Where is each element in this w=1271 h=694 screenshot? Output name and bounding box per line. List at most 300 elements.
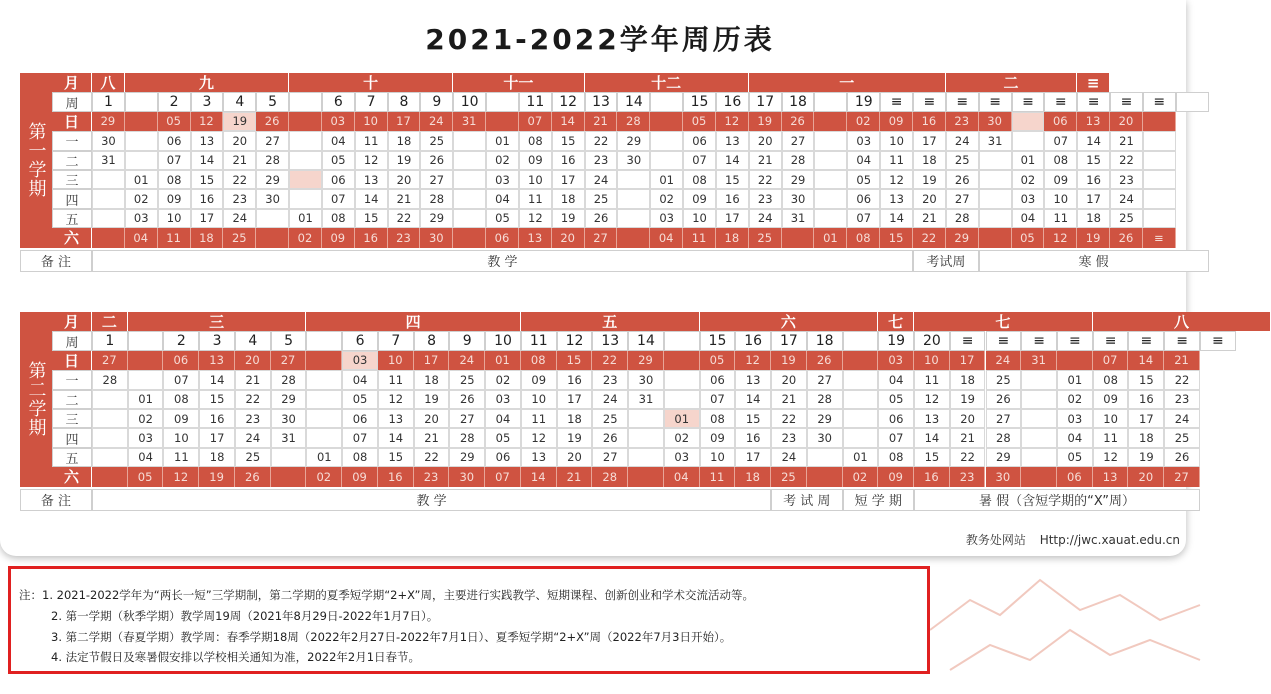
date-cell: 17: [1128, 409, 1164, 428]
date-cell: 03: [342, 351, 378, 370]
date-cell: 26: [782, 112, 815, 131]
date-cell: ≡: [1143, 228, 1176, 247]
date-cell: 28: [986, 428, 1022, 447]
date-cell: [1143, 170, 1176, 189]
date-cell: 19: [223, 112, 256, 131]
date-cell: 27: [256, 131, 289, 150]
weekday-label: 六: [52, 467, 92, 486]
date-cell: 07: [163, 370, 199, 389]
date-cell: [1021, 370, 1057, 389]
date-cell: 26: [1110, 228, 1143, 247]
date-cell: 31: [979, 131, 1012, 150]
weekday-label: 日: [52, 351, 92, 370]
date-cell: 24: [1164, 409, 1200, 428]
date-cell: 09: [878, 467, 914, 486]
date-cell: 13: [199, 351, 235, 370]
date-cell: 07: [158, 151, 191, 170]
decorative-mountain-lines: [930, 560, 1200, 694]
date-cell: [125, 151, 158, 170]
date-cell: 15: [914, 448, 950, 467]
date-cell: 03: [1012, 189, 1045, 208]
date-cell: 30: [979, 112, 1012, 131]
date-cell: 23: [223, 189, 256, 208]
date-cell: 04: [664, 467, 700, 486]
date-cell: 27: [946, 189, 979, 208]
date-cell: 21: [388, 189, 421, 208]
date-cell: 22: [913, 228, 946, 247]
date-cell: 11: [914, 370, 950, 389]
date-cell: 20: [235, 351, 271, 370]
date-cell: 12: [521, 428, 557, 447]
week-number-cell: 15: [700, 331, 736, 350]
date-cell: 11: [1093, 428, 1129, 447]
date-cell: [306, 370, 342, 389]
date-cell: 05: [322, 151, 355, 170]
date-cell: 23: [235, 409, 271, 428]
date-cell: 26: [449, 390, 485, 409]
date-cell: 07: [683, 151, 716, 170]
date-cell: 07: [878, 428, 914, 447]
date-cell: 14: [199, 370, 235, 389]
week-number-cell: ≡: [1021, 331, 1057, 350]
week-number-cell: ≡: [979, 92, 1012, 111]
date-cell: 25: [449, 370, 485, 389]
month-header-cell: 七: [914, 312, 1093, 331]
date-cell: 03: [847, 131, 880, 150]
week-number-cell: 6: [322, 92, 355, 111]
week-number-cell: 16: [735, 331, 771, 350]
date-cell: 28: [782, 151, 815, 170]
date-cell: 07: [342, 428, 378, 447]
week-number-cell: ≡: [1164, 331, 1200, 350]
date-cell: 19: [749, 112, 782, 131]
date-cell: 26: [585, 209, 618, 228]
date-cell: 12: [716, 112, 749, 131]
date-cell: 14: [521, 467, 557, 486]
date-cell: 12: [735, 351, 771, 370]
date-cell: 01: [843, 448, 879, 467]
date-cell: 16: [552, 151, 585, 170]
remark-cell: 教 学: [92, 250, 913, 272]
month-header-label: 月: [52, 73, 92, 92]
date-cell: 04: [342, 370, 378, 389]
date-cell: 12: [191, 112, 224, 131]
week-number-cell: 16: [716, 92, 749, 111]
date-cell: [128, 351, 164, 370]
month-header-cell: 七: [878, 312, 914, 331]
date-cell: 17: [388, 112, 421, 131]
date-cell: 27: [92, 351, 128, 370]
date-cell: 07: [1093, 351, 1129, 370]
date-cell: [979, 189, 1012, 208]
date-cell: 01: [1012, 151, 1045, 170]
week-number-cell: ≡: [1200, 331, 1236, 350]
date-cell: 18: [1077, 209, 1110, 228]
date-cell: 03: [125, 209, 158, 228]
date-cell: 25: [1164, 428, 1200, 447]
semester-side-label: 第二学期: [20, 312, 52, 487]
date-cell: 31: [782, 209, 815, 228]
date-cell: 22: [585, 131, 618, 150]
date-cell: 02: [125, 189, 158, 208]
date-cell: 17: [191, 209, 224, 228]
week-number-cell: 5: [256, 92, 289, 111]
date-cell: 13: [880, 189, 913, 208]
date-cell: 09: [158, 189, 191, 208]
date-cell: [814, 209, 847, 228]
date-cell: 31: [628, 390, 664, 409]
date-cell: [843, 351, 879, 370]
date-cell: 14: [355, 189, 388, 208]
date-cell: 15: [199, 390, 235, 409]
date-cell: 28: [617, 112, 650, 131]
date-cell: 28: [256, 151, 289, 170]
notes-box: [8, 566, 930, 674]
month-header-cell: 十: [289, 73, 453, 92]
date-cell: 10: [158, 209, 191, 228]
date-cell: 26: [235, 467, 271, 486]
date-cell: 04: [125, 228, 158, 247]
date-cell: 30: [986, 467, 1022, 486]
week-number-cell: 5: [271, 331, 307, 350]
date-cell: 17: [414, 351, 450, 370]
date-cell: [453, 228, 486, 247]
date-cell: [256, 228, 289, 247]
week-number-cell: 8: [388, 92, 421, 111]
date-cell: 08: [878, 448, 914, 467]
date-cell: 10: [700, 448, 736, 467]
date-cell: 16: [378, 467, 414, 486]
date-cell: 08: [519, 131, 552, 150]
date-cell: 21: [1164, 351, 1200, 370]
date-cell: 15: [716, 170, 749, 189]
week-number-cell: 11: [519, 92, 552, 111]
date-cell: 09: [521, 370, 557, 389]
week-number-cell: 9: [449, 331, 485, 350]
date-cell: 16: [355, 228, 388, 247]
date-cell: [125, 112, 158, 131]
date-cell: 23: [950, 467, 986, 486]
date-cell: 09: [880, 112, 913, 131]
week-number-cell: 20: [914, 331, 950, 350]
date-cell: 14: [914, 428, 950, 447]
date-cell: 06: [342, 409, 378, 428]
date-cell: 24: [235, 428, 271, 447]
date-cell: 14: [191, 151, 224, 170]
date-cell: 21: [1110, 131, 1143, 150]
date-cell: 09: [519, 151, 552, 170]
date-cell: 30: [449, 467, 485, 486]
date-cell: 11: [163, 448, 199, 467]
date-cell: 16: [913, 112, 946, 131]
date-cell: 28: [592, 467, 628, 486]
date-cell: [979, 228, 1012, 247]
date-cell: 08: [158, 170, 191, 189]
date-cell: 05: [342, 390, 378, 409]
date-cell: 17: [950, 351, 986, 370]
date-cell: 16: [191, 189, 224, 208]
date-cell: 23: [1164, 390, 1200, 409]
date-cell: [92, 390, 128, 409]
date-cell: 17: [552, 170, 585, 189]
date-cell: 18: [735, 467, 771, 486]
date-cell: 22: [235, 390, 271, 409]
date-cell: [814, 131, 847, 150]
month-header-cell: 二: [92, 312, 128, 331]
date-cell: 06: [1057, 467, 1093, 486]
date-cell: 12: [1093, 448, 1129, 467]
date-cell: [843, 428, 879, 447]
date-cell: 04: [1012, 209, 1045, 228]
weekday-label: 一: [52, 131, 92, 150]
date-cell: 27: [585, 228, 618, 247]
date-cell: 17: [716, 209, 749, 228]
date-cell: 21: [235, 370, 271, 389]
date-cell: 27: [782, 131, 815, 150]
date-cell: 02: [664, 428, 700, 447]
date-cell: 19: [913, 170, 946, 189]
date-cell: [979, 170, 1012, 189]
date-cell: 02: [306, 467, 342, 486]
date-cell: 06: [878, 409, 914, 428]
date-cell: 01: [814, 228, 847, 247]
weekday-label: 四: [52, 189, 92, 208]
date-cell: 02: [1012, 170, 1045, 189]
date-cell: 03: [128, 428, 164, 447]
date-cell: 10: [1044, 189, 1077, 208]
date-cell: 24: [946, 131, 979, 150]
week-number-cell: 17: [749, 92, 782, 111]
date-cell: [814, 112, 847, 131]
date-cell: 15: [378, 448, 414, 467]
date-cell: [979, 151, 1012, 170]
date-cell: 07: [485, 467, 521, 486]
week-number-cell: [843, 331, 879, 350]
remark-cell: 暑 假（含短学期的“X”周）: [914, 489, 1200, 511]
date-cell: 31: [271, 428, 307, 447]
date-cell: 22: [388, 209, 421, 228]
date-cell: 18: [199, 448, 235, 467]
month-header-cell: 六: [700, 312, 879, 331]
date-cell: 29: [628, 351, 664, 370]
date-cell: 25: [223, 228, 256, 247]
date-cell: 05: [847, 170, 880, 189]
date-cell: 24: [585, 170, 618, 189]
date-cell: [814, 189, 847, 208]
date-cell: [664, 370, 700, 389]
date-cell: 03: [664, 448, 700, 467]
date-cell: [92, 228, 125, 247]
date-cell: [92, 428, 128, 447]
date-cell: 23: [592, 370, 628, 389]
date-cell: 01: [664, 409, 700, 428]
date-cell: 01: [650, 170, 683, 189]
remark-cell: 考 试 周: [771, 489, 842, 511]
date-cell: 23: [414, 467, 450, 486]
date-cell: [1021, 467, 1057, 486]
date-cell: 10: [163, 428, 199, 447]
date-cell: 21: [749, 151, 782, 170]
month-header-cell: 九: [125, 73, 289, 92]
date-cell: 08: [342, 448, 378, 467]
date-cell: 23: [749, 189, 782, 208]
date-cell: 16: [557, 370, 593, 389]
week-number-cell: 12: [552, 92, 585, 111]
date-cell: 21: [585, 112, 618, 131]
date-cell: 27: [420, 170, 453, 189]
date-cell: 11: [880, 151, 913, 170]
date-cell: 16: [1128, 390, 1164, 409]
date-cell: [92, 409, 128, 428]
website-url[interactable]: Http://jwc.xauat.edu.cn: [1039, 533, 1180, 547]
week-number-cell: 13: [585, 92, 618, 111]
week-number-cell: 7: [355, 92, 388, 111]
date-cell: [1021, 409, 1057, 428]
date-cell: 12: [355, 151, 388, 170]
date-cell: [453, 151, 486, 170]
date-cell: 30: [92, 131, 125, 150]
note-line-4: 4. 法定节假日及寒暑假安排以学校相关通知为准，2022年2月1日春节。: [51, 650, 421, 664]
month-header-cell: 八: [1093, 312, 1271, 331]
date-cell: 05: [128, 467, 164, 486]
date-cell: 26: [256, 112, 289, 131]
date-cell: 16: [914, 467, 950, 486]
date-cell: 13: [521, 448, 557, 467]
date-cell: 01: [128, 390, 164, 409]
date-cell: 29: [420, 209, 453, 228]
date-cell: 24: [592, 390, 628, 409]
date-cell: 17: [913, 131, 946, 150]
date-cell: 15: [557, 351, 593, 370]
week-number-cell: ≡: [1143, 92, 1176, 111]
date-cell: 21: [771, 390, 807, 409]
date-cell: 05: [878, 390, 914, 409]
date-cell: [807, 467, 843, 486]
date-cell: 15: [1128, 370, 1164, 389]
date-cell: 18: [414, 370, 450, 389]
week-number-cell: ≡: [913, 92, 946, 111]
date-cell: [650, 131, 683, 150]
remark-row-label: 备 注: [20, 250, 92, 272]
date-cell: 14: [1077, 131, 1110, 150]
date-cell: 01: [485, 351, 521, 370]
date-cell: 09: [1093, 390, 1129, 409]
date-cell: [453, 189, 486, 208]
date-cell: [306, 428, 342, 447]
date-cell: 13: [355, 170, 388, 189]
date-cell: 03: [1057, 409, 1093, 428]
weekday-label: 日: [52, 112, 92, 131]
date-cell: 17: [557, 390, 593, 409]
date-cell: 20: [913, 189, 946, 208]
date-cell: [1143, 209, 1176, 228]
week-number-cell: 3: [199, 331, 235, 350]
date-cell: 03: [878, 351, 914, 370]
date-cell: 15: [735, 409, 771, 428]
date-cell: [1143, 151, 1176, 170]
week-number-cell: 1: [92, 331, 128, 350]
date-cell: 18: [191, 228, 224, 247]
date-cell: 26: [986, 390, 1022, 409]
date-cell: [843, 390, 879, 409]
date-cell: [125, 131, 158, 150]
date-cell: 13: [1077, 112, 1110, 131]
week-number-cell: 17: [771, 331, 807, 350]
date-cell: 24: [771, 448, 807, 467]
date-cell: 06: [485, 448, 521, 467]
date-cell: 20: [414, 409, 450, 428]
date-cell: 19: [557, 428, 593, 447]
date-cell: 16: [735, 428, 771, 447]
date-cell: 26: [1164, 448, 1200, 467]
date-cell: 19: [552, 209, 585, 228]
date-cell: [271, 467, 307, 486]
date-cell: 22: [1110, 151, 1143, 170]
week-number-cell: ≡: [1077, 92, 1110, 111]
date-cell: 08: [683, 170, 716, 189]
week-number-cell: 13: [592, 331, 628, 350]
date-cell: 19: [199, 467, 235, 486]
date-cell: [628, 448, 664, 467]
date-cell: [92, 170, 125, 189]
date-cell: 10: [1093, 409, 1129, 428]
week-number-cell: ≡: [1128, 331, 1164, 350]
date-cell: 29: [92, 112, 125, 131]
date-cell: 14: [552, 112, 585, 131]
date-cell: 21: [913, 209, 946, 228]
date-cell: 18: [1128, 428, 1164, 447]
date-cell: [453, 170, 486, 189]
date-cell: 20: [1110, 112, 1143, 131]
date-cell: 06: [322, 170, 355, 189]
date-cell: 15: [552, 131, 585, 150]
week-number-cell: [814, 92, 847, 111]
remark-row-label: 备 注: [20, 489, 92, 511]
remark-cell: 考试周: [913, 250, 979, 272]
date-cell: 11: [378, 370, 414, 389]
date-cell: 01: [486, 131, 519, 150]
date-cell: 24: [420, 112, 453, 131]
weekday-label: 二: [52, 390, 92, 409]
date-cell: 28: [449, 428, 485, 447]
date-cell: 01: [125, 170, 158, 189]
date-cell: 25: [420, 131, 453, 150]
date-cell: 10: [683, 209, 716, 228]
date-cell: 04: [878, 370, 914, 389]
month-header-cell: 八: [92, 73, 125, 92]
date-cell: 23: [585, 151, 618, 170]
date-cell: 21: [557, 467, 593, 486]
date-cell: 07: [1044, 131, 1077, 150]
date-cell: 02: [289, 228, 322, 247]
date-cell: 28: [420, 189, 453, 208]
weekday-label: 五: [52, 448, 92, 467]
date-cell: 13: [914, 409, 950, 428]
date-cell: [664, 390, 700, 409]
date-cell: [979, 209, 1012, 228]
date-cell: 04: [485, 409, 521, 428]
week-number-cell: ≡: [880, 92, 913, 111]
week-number-cell: 18: [782, 92, 815, 111]
week-number-cell: 3: [191, 92, 224, 111]
weekday-label: 五: [52, 209, 92, 228]
date-cell: [628, 467, 664, 486]
date-cell: 24: [986, 351, 1022, 370]
date-cell: 24: [223, 209, 256, 228]
week-number-cell: 11: [521, 331, 557, 350]
date-cell: 18: [388, 131, 421, 150]
date-cell: 02: [486, 151, 519, 170]
